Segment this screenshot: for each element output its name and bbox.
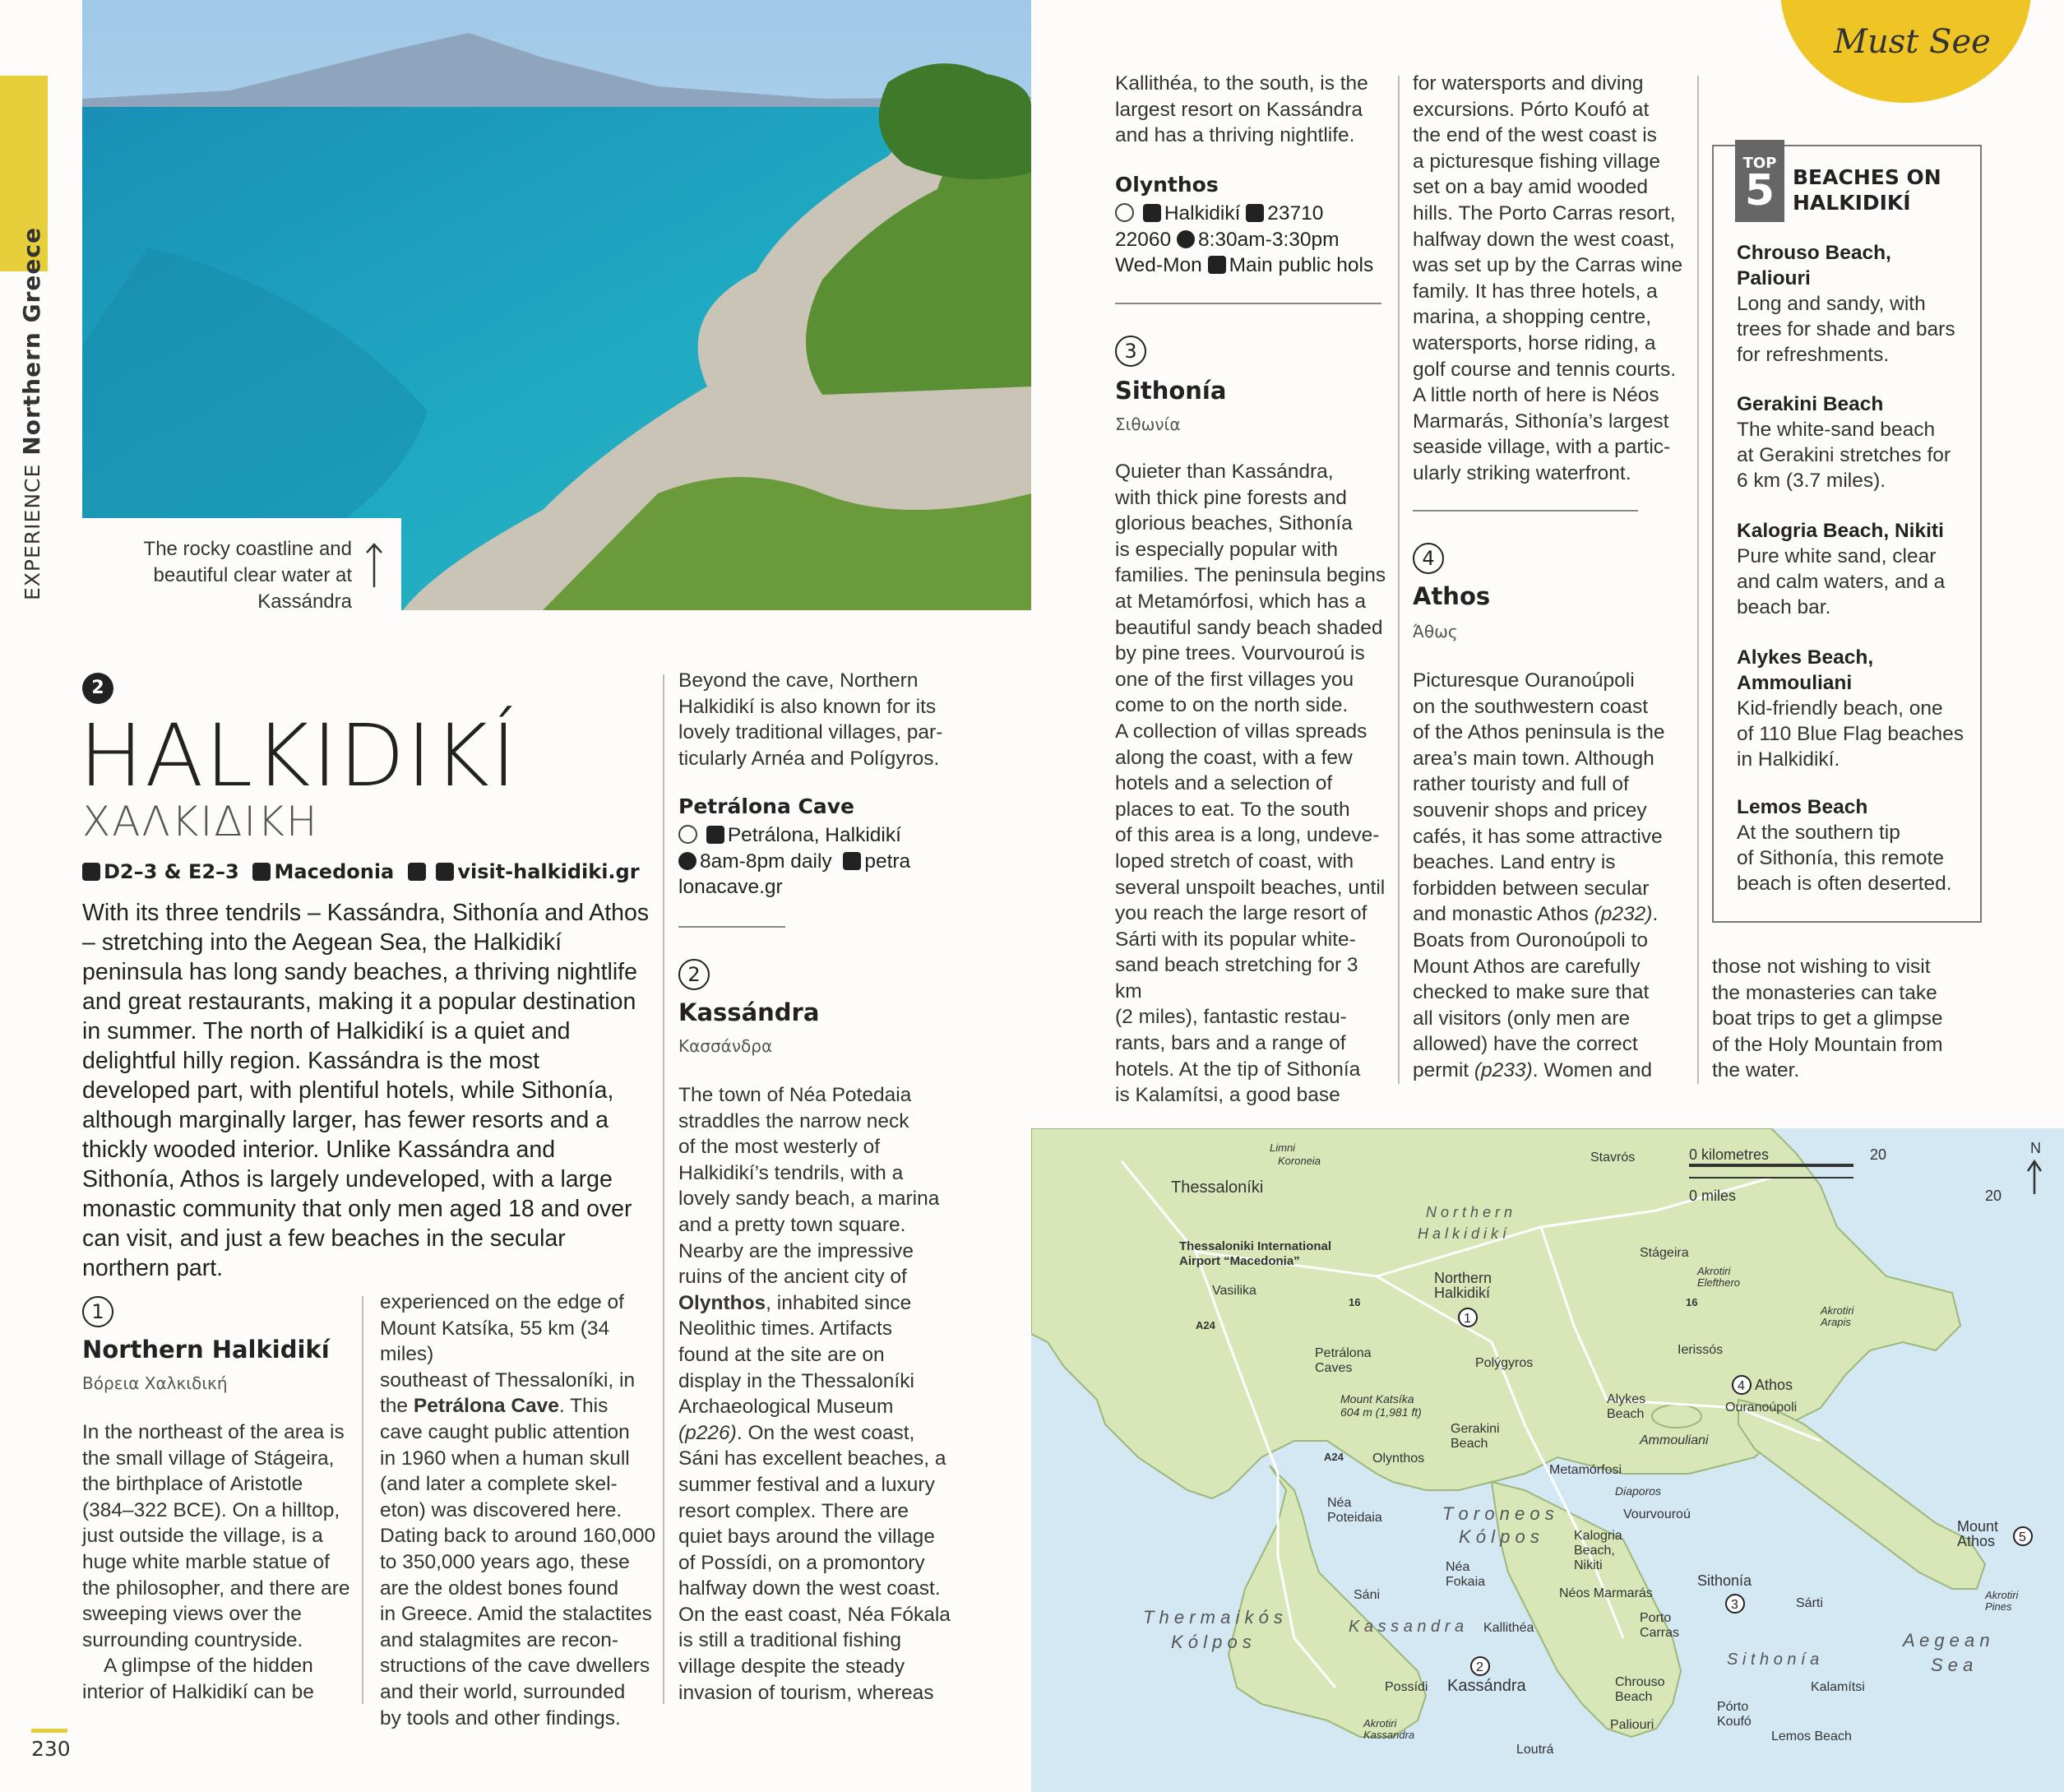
map-label: Athos [1755,1377,1793,1393]
map-label: 20 [1984,1188,2002,1204]
column-divider [663,674,664,1704]
web-icon [436,863,454,881]
web-icon [843,852,861,870]
section-title-kassandra: Kassándra [678,998,820,1026]
map-marker-2: 2 [1476,1660,1483,1674]
map-label: Vourvouroú [1623,1507,1691,1521]
map-label: Halkidikí [1434,1285,1491,1301]
section-number-4: 4 [1413,543,1444,574]
map-label: Athos [1957,1533,1996,1549]
map-label: N o r t h e r n [1426,1204,1513,1220]
map-label: Sárti [1796,1596,1823,1610]
map-label: Akrotiri [1697,1265,1731,1277]
map-label: Petrálona [1315,1346,1372,1360]
section-number-1: 1 [82,1296,113,1327]
map-label: A24 [1196,1319,1215,1331]
section-1-text-col1: In the northeast of the area is the small village of Stágeira, the birthplace of Aristotle (384–322 BCE). On a hilltop, just outside the village, is a huge white marble statue of the philosopher, and there are sweeping views over the surrounding countryside. A glimpse of the hidden interior of Halkidikí can be [82,1421,350,1703]
map-label: Arapis [1821,1316,1851,1328]
map-label: Mount Katsíka [1340,1392,1414,1405]
section-1-text-col3: Beyond the cave, Northern Halkidikí is also known for its lovely traditional villages, par- ticularly Arnéa and Polígyros. [678,669,943,770]
map-label: T o r o n e o s [1442,1503,1554,1524]
section-4-text: Picturesque Ouranoúpoli on the southwestern coast of the Athos peninsula is the area’s main town. Although rather touristy and full of souvenir shops and pricey cafés, it has some attractive beaches. Land entry is forbidden between secular and monastic Athos (p232). Boats from Ouronoúpoli to Mount Athos are carefully checked to make sure that all visitors (only men are allowed) have the correct permit (p233). Women and [1413,669,1665,1081]
map-label: Thessaloníki [1171,1178,1264,1197]
map-label: Northern [1434,1270,1492,1286]
petralona-info: Petrálona, Halkidikí 8am-8pm daily petra lonacave.gr [678,824,911,899]
olynthos-info: Halkidikí 23710 22060 8:30am-3:30pm Wed-Mon Main public hols [1115,202,1374,277]
map-label: Vasilika [1212,1284,1256,1298]
map-label: 16 [1349,1296,1361,1308]
section-3-text: Quieter than Kassándra, with thick pine forests and glorious beaches, Sithonía is especially popular with families. The peninsula begins at Metamórfosi, which has a beautiful sandy beach shaded by pine trees. Vourvouroú is one of the first villages you come to on the north side. A collection of villas spreads along the coast, with a few hotels and a selection of places to eat. To the south of this area is a long, undeve- loped stretch of coast, with several unspoilt beaches, until you reach the large resort of Sárti with its popular white- sand beach stretching for 3 km (2 miles), fantastic restau- rants, bars and a range of hotels. At the tip of Sithonía is Kalamítsi, a good base [1115,461,1386,1107]
halkidiki-map [1031,1128,2064,1792]
map-label: T h e r m a i k ó s [1143,1607,1283,1628]
section-greek-sithonia: Σιθωνία [1115,414,1181,434]
region: Macedonia [274,860,395,883]
map-label: Néa [1446,1560,1470,1574]
section-2-text: The town of Néa Potedaia straddles the narrow neck of the most westerly of Halkidikí’s tendrils, with a lovely sandy beach, a marina and a pretty town square. Nearby are the impressive ruins of the ancient city of Olynthos, inhabited since Neolithic times. Artifacts found at the site are on display in the Thessaloníki Archaeological Museum (p226). On the west coast, Sáni has excellent beaches, a summer festival and a luxury resort complex. There are quiet bays around the village of Possídi, on a promontory halfway down the west coast. On the east coast, Néa Fókala is still a traditional fishing village despite the steady invasion of tourism, whereas [678,1084,951,1704]
section-number-2: 2 [678,959,710,990]
map-label: 0 kilometres [1689,1146,1770,1163]
map-label: Sithonía [1697,1572,1752,1589]
page-number: 230 [31,1737,71,1761]
experience-label: EXPERIENCE [21,463,44,600]
map-label: Néos Marmarás [1559,1586,1653,1600]
beach-item: Alykes Beach, Ammouliani Kid-friendly beach, one of 110 Blue Flag beaches in Halkidikí. [1737,646,1965,771]
up-arrow-icon [365,543,383,589]
location-icon [252,863,271,881]
map-label: Beach [1607,1407,1645,1421]
top5-heading: BEACHES ON HALKIDIKÍ [1793,165,1941,215]
map-label: Porto [1640,1611,1672,1625]
section-1-text-col2: experienced on the edge of Mount Katsíka, 55 km (34 miles) southeast of Thessaloníki, in the Petrálona Cave. This cave caught public attention in 1960 when a human skull (and later a complete skel- eton) was discovered here. Dating back to around 160,000 to 350,000 years ago, these are the oldest bones found in Greece. Amid the stalactites and stalagmites are recon- structions of the cave dwellers and their world, surrounded by tools and other findings. [380,1291,656,1729]
map-label: Ammouliani [1640,1433,1709,1447]
map-label: Stavrós [1590,1151,1636,1165]
location-icon [1143,204,1161,222]
map-label: Poteidaia [1327,1511,1382,1525]
map-label: Pórto [1717,1700,1749,1714]
map-label: 20 [1869,1146,1886,1163]
map-marker-1: 1 [1464,1312,1471,1326]
photo-caption: The rocky coastline and beautiful clear water at Kassándra [143,538,352,613]
map-marker-4: 4 [1738,1379,1745,1393]
map-label: Kalamítsi [1811,1680,1865,1694]
map-label: Airport “Macedonia” [1179,1254,1300,1268]
map-label: S i t h o n í a [1727,1651,1820,1669]
section-number-3: 3 [1115,336,1146,367]
section-label [18,227,45,600]
column-divider [1398,76,1400,1084]
map-label: Nikiti [1574,1558,1603,1572]
petralona-cave-highlight: Petrálona Cave [413,1395,559,1418]
region-label: Northern Greece [18,227,45,456]
section-3-text-cont: for watersports and diving excursions. Pórto Koufó at the end of the west coast is a picturesque fishing village set on a bay amid wooded hills. The Porto Carras resort, halfway down the west coast, was set up by the Carras wine family. It has three hotels, a marina, a shopping centre, watersports, horse riding, a golf course and tennis courts. A little north of here is Néos Marmarás, Sithonía’s largest seaside village, with a partic- ularly striking waterfront. [1413,72,1683,484]
map-label: Elefthero [1697,1276,1741,1289]
address-icon [1115,203,1134,222]
map-label: Stágeira [1640,1246,1689,1260]
map-label: Gerakini [1451,1422,1500,1436]
map-label: Fokaia [1446,1575,1486,1589]
map-label: N [2030,1140,2041,1156]
map-label: Néa [1327,1496,1352,1510]
must-see-label: Must See [1834,23,1991,61]
map-label: Limni [1270,1141,1296,1154]
map-label: Akrotiri [1985,1589,2019,1601]
info-line [82,860,640,883]
map-ref-icon [82,863,100,881]
map-label: Possídi [1385,1680,1428,1694]
map-label: Metamórfosi [1549,1463,1622,1477]
olynthos-title: Olynthos [1115,173,1219,197]
map-label: Diaporos [1615,1484,1662,1498]
map-label: Polýgyros [1475,1356,1534,1370]
divider-rule [1115,303,1381,304]
section-greek-kassandra: Κασσάνδρα [678,1036,773,1056]
column-divider [1697,76,1699,1084]
beach-item: Kalogria Beach, Nikiti Pure white sand, clear and calm waters, and a beach bar. [1737,520,1946,618]
map-label: Beach [1615,1690,1653,1704]
bus-icon [408,863,426,881]
beach-item: Lemos Beach At the southern tip of Sithonía, this remote beach is often deserted. [1737,796,1952,895]
map-label: Kallithéa [1483,1621,1534,1635]
section-greek-athos: Άθως [1413,622,1458,641]
map-label: Kalogria [1574,1529,1622,1543]
petralona-website[interactable]: petra [864,850,911,873]
map-label: Thessaloniki International [1179,1239,1332,1253]
beach-item: Gerakini Beach The white-sand beach at Gerakini stretches for 6 km (3.7 miles). [1737,393,1951,492]
closed-icon [1208,256,1226,274]
map-label: Ierissós [1678,1343,1724,1357]
section-title-athos: Athos [1413,582,1491,610]
map-label: Loutrá [1516,1743,1554,1757]
map-label: Akrotiri [1821,1304,1854,1317]
map-label: 0 miles [1689,1188,1737,1204]
intro-paragraph: With its three tendrils – Kassándra, Sithonía and Athos – stretching into the Aegean Sea, the Halkidikí peninsula has long sandy beaches, a thriving nightlife and great restaurants, making it a popular destination in summer. The north of Halkidikí is a quiet and delightful hilly region. Kassándra is the most developed part, with plentiful hotels, while Sithonía, although marginally larger, has fewer resorts and a thickly wooded interior. Unlike Kassándra and Sithonía, Athos is largely undeveloped, with a large monastic community that only men aged 18 and over can visit, and just a few beaches in the secular northern part. [82,900,650,1281]
section-title-sithonia: Sithonía [1115,377,1227,405]
map-marker-5: 5 [2019,1530,2026,1544]
map-label: Mount [1957,1518,1999,1535]
divider-rule [678,926,785,928]
map-label: Lemos Beach [1771,1729,1852,1743]
section-4-text-cont: those not wishing to visit the monasteries can take boat trips to get a glimpse of the Holy Mountain from the water. [1712,956,1943,1082]
clock-icon [1177,230,1195,248]
map-label: Koufó [1717,1715,1752,1729]
map-marker-3: 3 [1731,1598,1738,1612]
entry-number-badge: 2 [82,673,113,704]
map-label: K ó l p o s [1171,1632,1252,1652]
map-label: Kassandra [1363,1729,1415,1741]
petralona-title: Petrálona Cave [678,794,855,818]
map-label: Beach [1451,1437,1488,1451]
column-divider [362,1296,363,1704]
map-label: Alykes [1607,1392,1646,1406]
beach-item: Chrouso Beach, Paliouri Long and sandy, with trees for shade and bars for refreshments. [1737,242,1955,366]
map-label: Chrouso [1615,1675,1665,1689]
map-label: Caves [1315,1361,1353,1375]
map-label: Paliouri [1610,1718,1654,1732]
map-label: 604 m (1,981 ft) [1340,1405,1422,1419]
map-label: K a s s a n d r a [1349,1618,1465,1636]
page-number-bar [31,1729,67,1733]
map-label: Akrotiri [1363,1717,1397,1729]
section-2-text-cont: Kallithéa, to the south, is the largest resort on Kassándra and has a thriving nightlife. [1115,72,1368,147]
website-link[interactable]: visit-halkidiki.gr [457,860,640,883]
address-icon [678,825,697,844]
map-label: Pines [1985,1600,2012,1613]
map-label: Carras [1640,1626,1680,1640]
map-label: H a l k i d i k í [1418,1225,1507,1242]
map-label: Beach, [1574,1544,1615,1558]
greek-title: ΧΑΛΚΙΔΙΚΗ [82,798,319,845]
clock-icon [678,852,696,870]
map-label: K ó l p o s [1459,1526,1539,1547]
map-label: Kassándra [1447,1677,1526,1695]
section-greek-northern-halkidiki: Βόρεια Χαλκιδική [82,1373,228,1393]
location-icon [706,826,724,844]
top5-badge: TOP 5 [1735,140,1784,222]
divider-rule [1413,510,1638,512]
map-label: Koroneia [1278,1155,1321,1167]
map-label: A24 [1324,1451,1344,1463]
map-label: A e g e a n [1903,1630,1990,1651]
map-label: Olynthos [1372,1452,1425,1466]
phone-icon [1246,204,1264,222]
section-title-northern-halkidiki: Northern Halkidikí [82,1336,330,1364]
map-ref: D2–3 & E2–3 [104,860,239,883]
map-label: Sáni [1354,1588,1381,1602]
page-title: HALKIDIKÍ [79,706,518,806]
map-label: S e a [1931,1655,1974,1675]
map-label: 16 [1686,1296,1698,1308]
map-label: Ouranoúpoli [1725,1401,1798,1415]
